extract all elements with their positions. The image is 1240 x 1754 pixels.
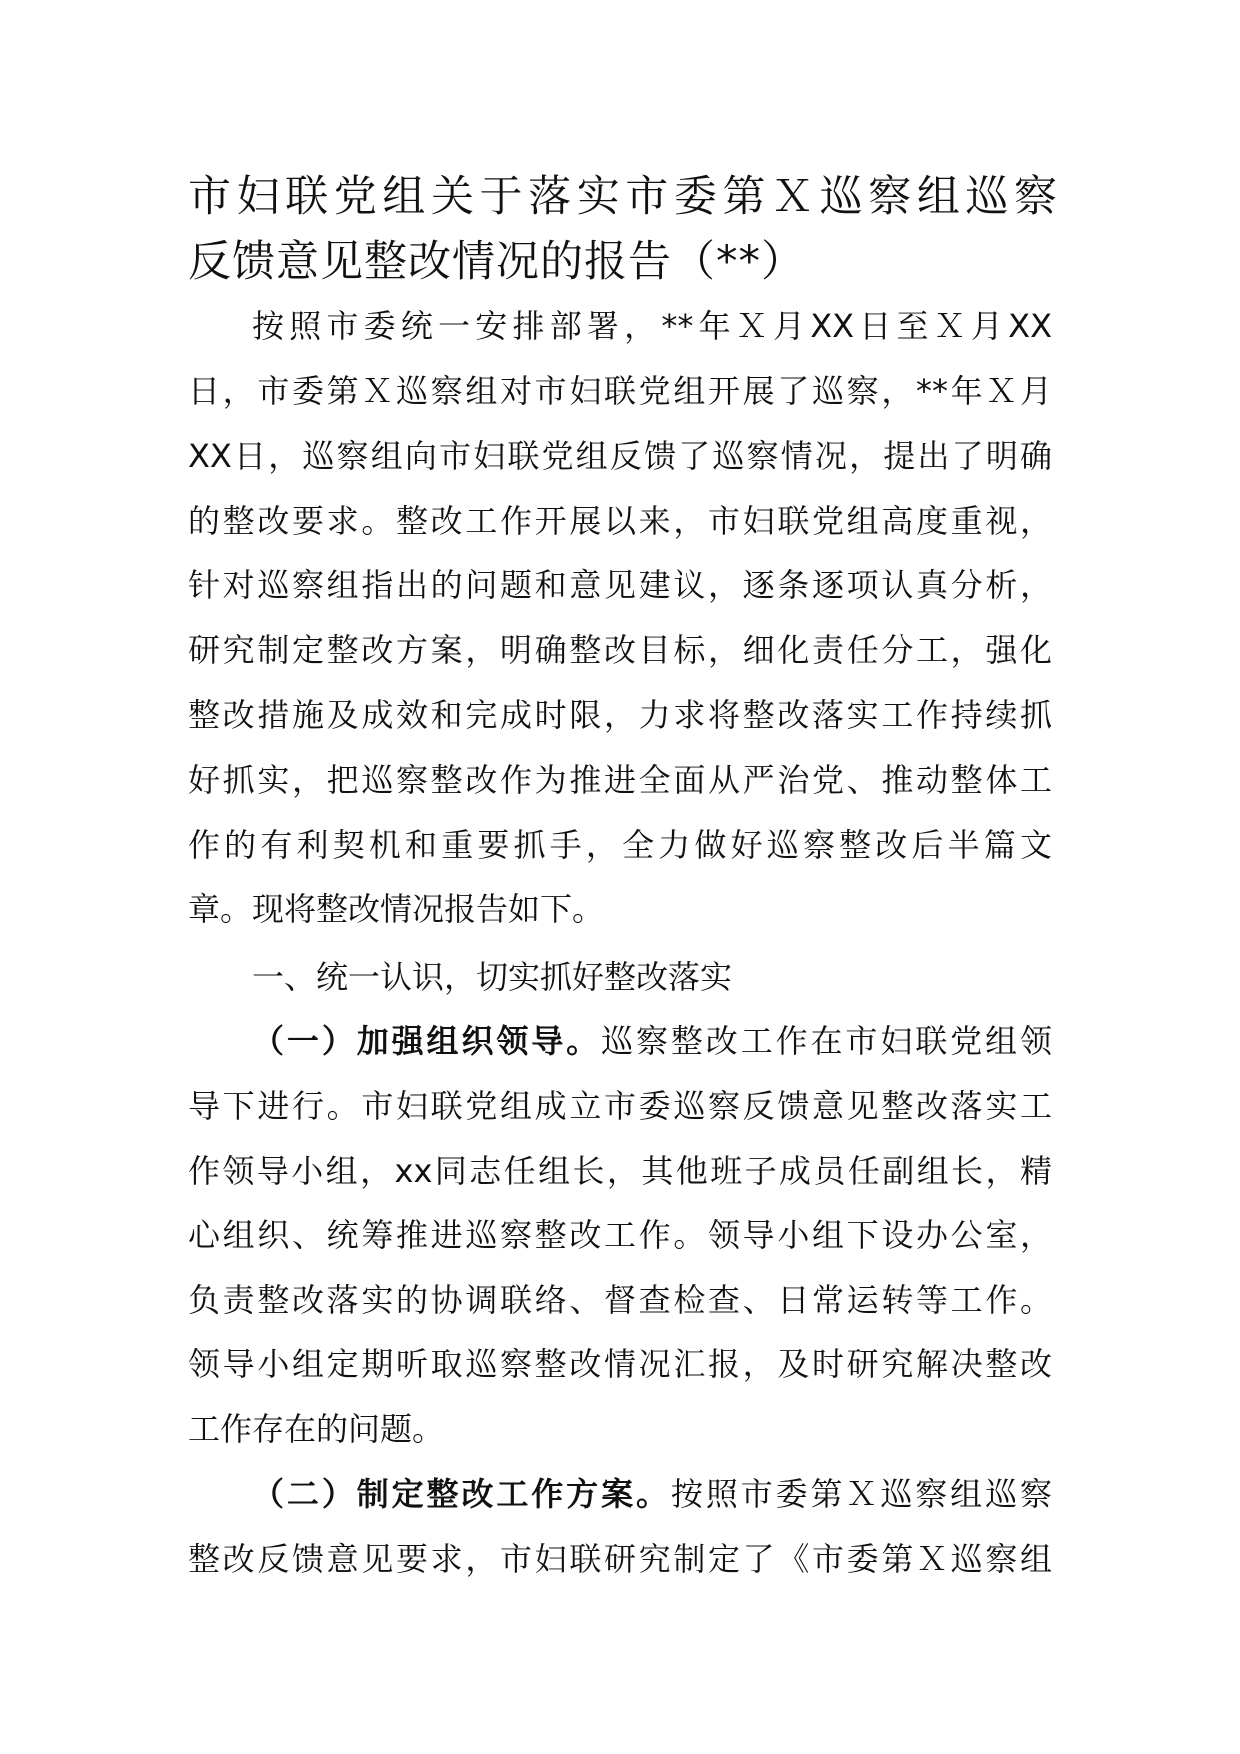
paragraph-line: 针对巡察组指出的问题和意见建议，逐条逐项认真分析， xyxy=(188,566,1052,604)
paragraph-line: 研究制定整改方案，明确整改目标，细化责任分工，强化 xyxy=(188,631,1052,669)
paragraph-text: 按照市委第Ｘ巡察组巡察 xyxy=(670,1475,1052,1513)
paragraph-line: 好抓实，把巡察整改作为推进全面从严治党、推动整体工 xyxy=(188,761,1052,799)
document-title-line-1: 市妇联党组关于落实市委第Ｘ巡察组巡察 xyxy=(188,172,1058,222)
document-title-line-2: 反馈意见整改情况的报告（**） xyxy=(188,237,805,287)
paragraph-line: 领导小组定期听取巡察整改情况汇报，及时研究解决整改 xyxy=(188,1345,1052,1383)
paragraph-line: 导下进行。市妇联党组成立市委巡察反馈意见整改落实工 xyxy=(188,1087,1052,1125)
paragraph-line: 整改反馈意见要求，市妇联研究制定了《市委第Ｘ巡察组 xyxy=(188,1540,1052,1578)
paragraph-line: 章。现将整改情况报告如下。 xyxy=(188,890,605,928)
section-heading: 一、统一认识，切实抓好整改落实 xyxy=(252,958,733,996)
subheading-bold: （一）加强组织领导。 xyxy=(252,1022,602,1060)
paragraph-line xyxy=(188,1009,1052,1073)
paragraph-line: 整改措施及成效和完成时限，力求将整改落实工作持续抓 xyxy=(188,696,1052,734)
paragraph-line xyxy=(188,1462,1052,1526)
paragraph-line: 作领导小组，xx同志任组长，其他班子成员任副组长，精 xyxy=(188,1152,1052,1190)
paragraph-line: 负责整改落实的协调联络、督查检查、日常运转等工作。 xyxy=(188,1281,1052,1319)
paragraph-line: 按照市委统一安排部署，**年Ｘ月XX日至Ｘ月XX xyxy=(252,307,1052,345)
paragraph-text: 巡察整改工作在市妇联党组领 xyxy=(601,1022,1052,1060)
subheading-bold: （二）制定整改工作方案。 xyxy=(252,1475,671,1513)
paragraph-line: 的整改要求。整改工作开展以来，市妇联党组高度重视， xyxy=(188,502,1052,540)
paragraph-line: 心组织、统筹推进巡察整改工作。领导小组下设办公室， xyxy=(188,1216,1052,1254)
paragraph-line: 日，市委第Ｘ巡察组对市妇联党组开展了巡察，**年Ｘ月 xyxy=(188,372,1052,410)
paragraph-line: 工作存在的问题。 xyxy=(188,1410,445,1448)
paragraph-line: XX日，巡察组向市妇联党组反馈了巡察情况，提出了明确 xyxy=(188,437,1052,475)
paragraph-line: 作的有利契机和重要抓手，全力做好巡察整改后半篇文 xyxy=(188,826,1052,864)
